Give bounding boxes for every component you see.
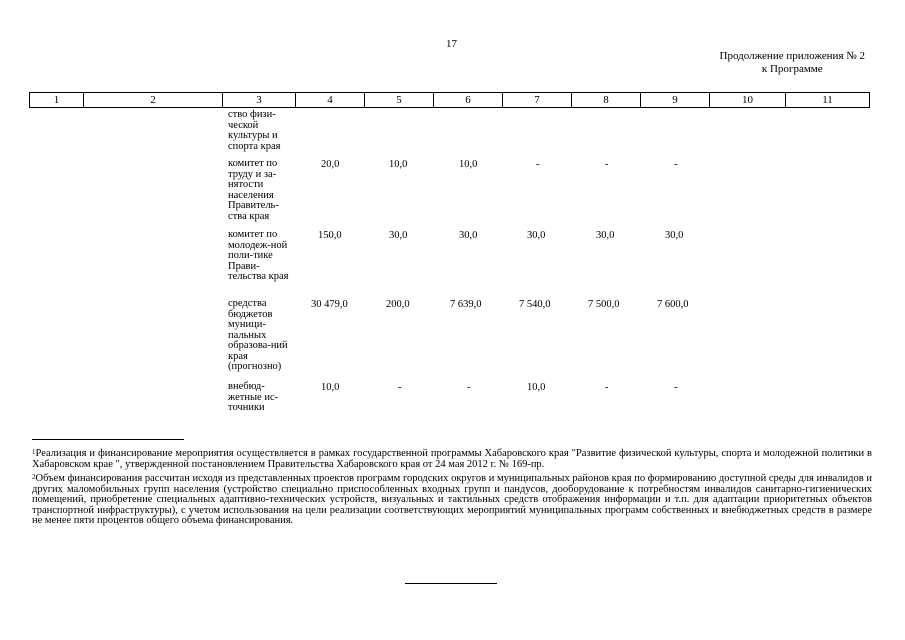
appendix-line-2: к Программе [761, 63, 823, 75]
value-col-7: 10,0 [527, 382, 546, 393]
value-col-9: 7 600,0 [657, 299, 689, 310]
footnote-marker: 2 [32, 473, 36, 481]
column-header: 9 [641, 93, 710, 108]
column-header: 7 [503, 93, 572, 108]
value-col-8: 7 500,0 [588, 299, 620, 310]
value-col-8: 30,0 [596, 230, 615, 241]
footnote-text: Объем финансирования рассчитан исходя из представленных проектов программ городских округов и муниципальных районов края по формированию доступной среды для инвалидов и других маломобильных групп населения (устройство специально приспособленных входных групп и пандусов, дооборудование к потребностям инвалидов санитарно-гигиенических помещений, приобретение специальных адаптивно-технических устройств, визуальных и тактильных средств отображения информации и т.п. для адаптации приоритетных объектов транспортной инфраструктуры), с учетом использования на цели реализации соответствующих мероприятий муниципальных программ собственных и внебюджетных средств в размере не менее пяти процентов общего объема финансирования. [32, 473, 872, 526]
value-col-5: 30,0 [389, 230, 408, 241]
value-col-6: 7 639,0 [450, 299, 482, 310]
value-col-9: 30,0 [665, 230, 684, 241]
value-col-6: - [467, 382, 471, 393]
value-col-7: 7 540,0 [519, 299, 551, 310]
footnote-marker: 1 [32, 448, 36, 456]
value-col-6: 10,0 [459, 159, 478, 170]
column-header: 4 [296, 93, 365, 108]
value-col-7: 30,0 [527, 230, 546, 241]
column-header: 6 [434, 93, 503, 108]
value-col-4: 20,0 [321, 159, 340, 170]
value-col-4: 30 479,0 [311, 299, 348, 310]
value-col-5: 10,0 [389, 159, 408, 170]
funding-source: средства бюджетов муници-пальных образова-ний края (прогнозно) [228, 298, 288, 372]
value-col-9: - [674, 382, 678, 393]
value-col-9: - [674, 159, 678, 170]
value-col-4: 150,0 [318, 230, 342, 241]
value-col-5: - [398, 382, 402, 393]
value-col-8: - [605, 159, 609, 170]
footnote-separator [32, 439, 184, 440]
column-header: 3 [223, 93, 296, 108]
value-col-8: - [605, 382, 609, 393]
value-col-4: 10,0 [321, 382, 340, 393]
column-header: 8 [572, 93, 641, 108]
funding-source: комитет по молодеж-ной поли-тике Прави-тельства края [228, 229, 289, 282]
page-end-rule [405, 583, 497, 584]
column-header: 1 [30, 93, 84, 108]
value-col-6: 30,0 [459, 230, 478, 241]
page-number: 17 [446, 38, 457, 50]
value-col-5: 200,0 [386, 299, 410, 310]
footnote-2 [32, 474, 872, 527]
column-header: 10 [710, 93, 786, 108]
column-header: 2 [84, 93, 223, 108]
funding-source: комитет по труду и за-нятости населения Правитель-ства края [228, 158, 279, 222]
funding-source: ство физи-ческой культуры и спорта края [228, 109, 281, 152]
column-header-table [29, 92, 870, 108]
column-header: 11 [786, 93, 870, 108]
appendix-caption [720, 50, 865, 76]
column-header: 5 [365, 93, 434, 108]
footnote-text: Реализация и финансирование мероприятия осуществляется в рамках государственной программы Хабаровского края "Развитие физической культуры, спорта и молодежной политики в Хабаровском крае ", утвержденной постановлением Правительства Хабаровского края от 24 мая 2012 г. № 169-пр. [32, 448, 872, 470]
funding-source: внебюд-жетные ис-точники [228, 381, 279, 413]
appendix-line-1: Продолжение приложения № 2 [719, 50, 865, 62]
value-col-7: - [536, 159, 540, 170]
footnote-1 [32, 449, 872, 470]
